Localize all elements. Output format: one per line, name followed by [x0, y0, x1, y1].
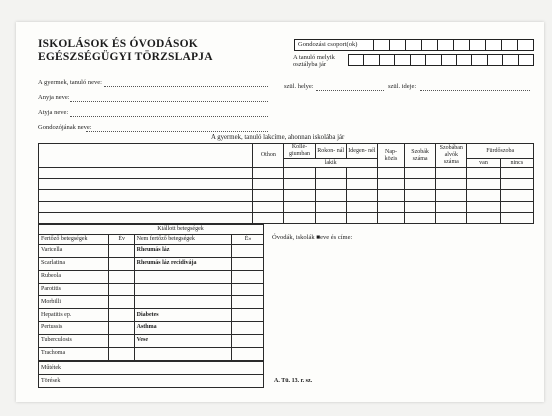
illness-row[interactable]: Scarlatina Rheumás láz recidivája [39, 257, 264, 270]
illness-caption: Kiállott betegségek [39, 225, 264, 235]
illness-row[interactable]: Morbilli [39, 296, 264, 309]
class-cells[interactable] [348, 54, 534, 66]
child-name-label: A gyermek, tanuló neve: [38, 79, 102, 86]
illness-table [38, 224, 264, 388]
title-line-1: ISKOLÁSOK ÉS ÓVODÁSOK [38, 38, 198, 50]
address-cell[interactable] [39, 144, 253, 168]
nincs-header: nincs [500, 159, 533, 168]
father-name-line[interactable] [70, 116, 268, 117]
othon-header: Othon [253, 144, 284, 168]
illness-row[interactable]: Varicella Rheumás láz [39, 245, 264, 258]
kollegium-header: Kollé- giumban [284, 144, 315, 159]
class-label: A tanuló melyik osztályba jár [293, 54, 335, 68]
szobak-header: Szobák száma [405, 144, 436, 168]
furdoszoba-header: Fürdőszoba [467, 144, 534, 159]
mother-name-label: Anyja neve: [38, 94, 70, 101]
illness-row[interactable]: Rubeola [39, 270, 264, 283]
father-name-label: Atyja neve: [38, 109, 69, 116]
guardian-name-label: Gondozójának neve: [38, 124, 92, 131]
guardian-name-line[interactable] [86, 131, 268, 132]
form-code: A. Tü. 13. r. sz. [274, 378, 313, 384]
form-title [38, 38, 213, 64]
illness-row[interactable]: Trachoma [39, 347, 264, 360]
housing-table [38, 143, 534, 224]
care-group-label: Gondozási csoport(ok) [298, 41, 358, 48]
birth-place-line[interactable] [316, 90, 384, 91]
birth-date-line[interactable] [420, 90, 530, 91]
housing-row[interactable] [39, 212, 534, 223]
idegennel-header: Idegen- nél [346, 144, 377, 159]
illness-row[interactable]: Tuberculosis Vese [39, 334, 264, 347]
szobaban-header: Szobában alvók száma [436, 144, 467, 168]
health-record-sheet [16, 22, 544, 402]
care-group-cells[interactable] [373, 40, 533, 50]
contagious-header: Fertőző betegségek [39, 235, 109, 245]
birth-date-label: szül. ideje: [388, 83, 417, 90]
noncontagious-header: Nem fertőző betegségek [134, 235, 232, 245]
napkozi-header: Nap- közis [377, 144, 404, 168]
surgery-row[interactable]: Műtétek [39, 362, 264, 375]
title-line-2: EGÉSZSÉGÜGYI TÖRZSLAPJA [38, 51, 213, 63]
van-header: van [467, 159, 500, 168]
fracture-row[interactable]: Törések [39, 375, 264, 388]
kindergarten-area[interactable] [272, 244, 534, 384]
housing-row[interactable] [39, 168, 534, 179]
housing-row[interactable] [39, 179, 534, 190]
rokonnal-header: Rokon- nál [315, 144, 346, 159]
year-header-2: É» [232, 235, 264, 245]
illness-row[interactable]: Hepatitis ep. Diabetes [39, 309, 264, 322]
mother-name-line[interactable] [70, 101, 268, 102]
housing-row[interactable] [39, 201, 534, 212]
lakik-header: lakik [284, 159, 378, 168]
care-group-box [294, 39, 534, 51]
kindergarten-label: Óvodák, iskolák ■eve és címe: [272, 234, 353, 241]
child-name-line[interactable] [104, 86, 268, 87]
illness-row[interactable]: Parotitis [39, 283, 264, 296]
housing-row[interactable] [39, 190, 534, 201]
housing-caption: A gyermek, tanuló lakcíme, ahonnan iskolába jár [211, 134, 345, 141]
illness-row[interactable]: Pertussis Asthma [39, 322, 264, 335]
year-header: Év [108, 235, 134, 245]
birth-place-label: szül. helye: [284, 83, 314, 90]
